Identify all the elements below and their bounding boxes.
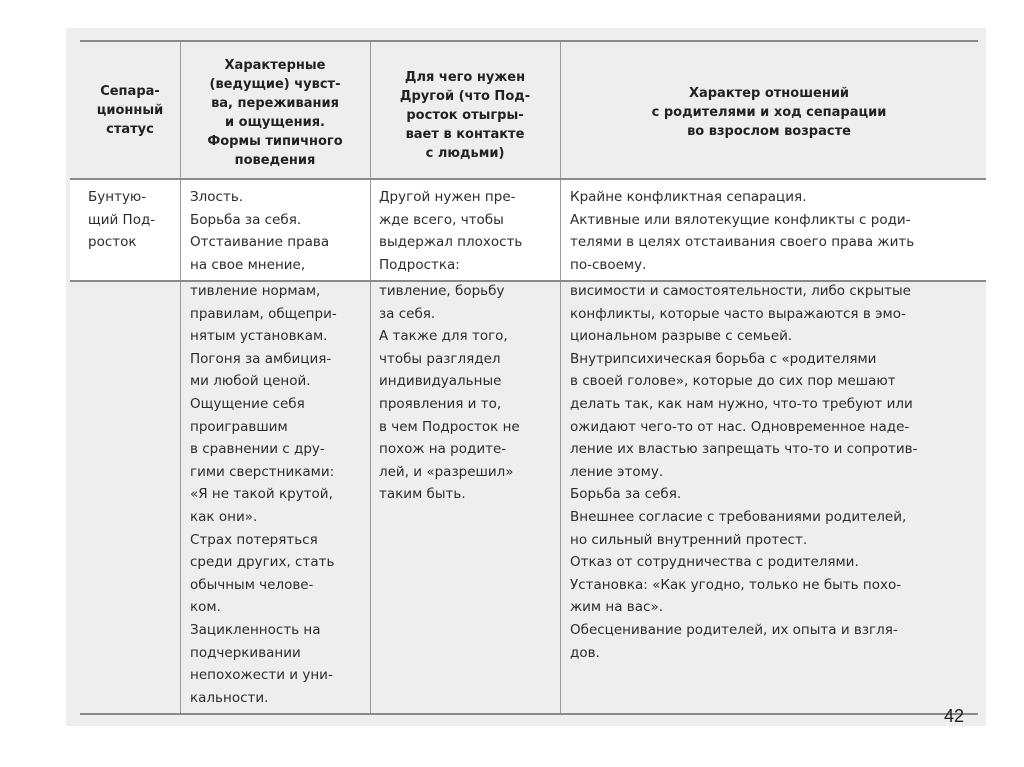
column-divider bbox=[180, 42, 181, 713]
column-divider bbox=[180, 180, 181, 280]
header-feelings-behavior: Характерные (ведущие) чувст- ва, переживания и ощущения. Формы типичного поведения bbox=[207, 58, 343, 168]
column-divider bbox=[560, 180, 561, 280]
separation-table bbox=[80, 40, 978, 715]
page-number: 42 bbox=[943, 706, 964, 726]
highlighted-row bbox=[70, 178, 986, 282]
cell-role-of-other: Другой нужен пре- жде всего, чтобы выдержал плохость Подростка: bbox=[379, 189, 523, 273]
cell-relationship: Крайне конфликтная сепарация. Активные или вялотекущие конфликты с роди- телями в целях отстаивания своего права жить по-своему. bbox=[570, 189, 915, 273]
cell-relationship-continued: висимости и самостоятельности, либо скрытые конфликты, которые часто выражаются в эмо- циональном разрыве с семьей. Внутрипсихическая борьба с «родителями в своей голове», которые до сих пор мешают делать так, как нам нужно, что-то требуют или ожидают чего-то от нас. Одновременное наде- ление их властью запрещать что-то и сопротив- ление этому. Борьба за себя. Внешнее согласие с требованиями родителей, но сильный внутренний протест. Отказ от сотрудничества с родителями. Установка: «Как угодно, только не быть похо- жим на вас». Обесценивание родителей, их опыта и взгля- дов. bbox=[570, 283, 918, 661]
cell-role-continued: тивление, борьбу за себя. А также для того, чтобы разглядел индивидуальные проявления и то, в чем Подросток не похож на родите- лей, и «разрешил» таким быть. bbox=[379, 283, 520, 503]
column-divider bbox=[370, 42, 371, 713]
column-divider bbox=[370, 180, 371, 280]
column-divider bbox=[560, 42, 561, 713]
cell-status-rebel-teen: Бунтую- щий Под- росток bbox=[88, 189, 156, 251]
cell-feelings: Злость. Борьба за себя. Отстаивание права на свое мнение, bbox=[190, 189, 330, 273]
cell-feelings-continued: тивление нормам, правилам, общепри- нятым установкам. Погоня за амбиция- ми любой ценой. Ощущение себя проигравшим в сравнении с дру- гими сверстниками: «Я не такой крутой, как они». Страх потеряться среди других, стать обычным челове- ком. Зацикленность на подчеркивании непохожести и уни- кальности. bbox=[190, 283, 337, 706]
header-separation-status: Сепара- ционный статус bbox=[96, 84, 164, 137]
header-relationship-with-parents: Характер отношений с родителями и ход сепарации во взрослом возрасте bbox=[651, 86, 887, 139]
header-role-of-other: Для чего нужен Другой (что Под- росток отыгры- вает в контакте с людьми) bbox=[399, 70, 531, 161]
